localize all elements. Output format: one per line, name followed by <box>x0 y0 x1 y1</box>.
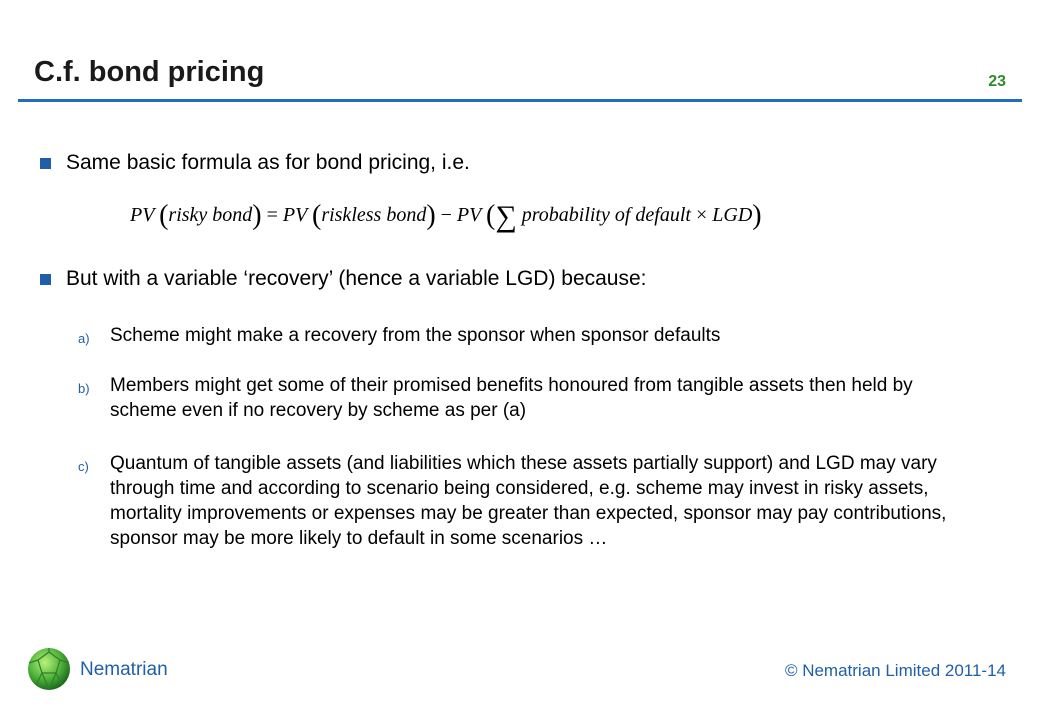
sub-item <box>78 373 978 423</box>
formula-equals: = <box>266 204 278 226</box>
sub-item-text: Quantum of tangible assets (and liabilities which these assets partially support) and LGD may vary through time and according to scenario being considered, e.g. scheme may invest in risky assets, mortality improvements or expenses may be greater than expected, sponsor may pay contributions, sponsor may be more likely to default in some scenarios … <box>110 453 947 549</box>
formula-rhs1-fn: PV <box>282 204 307 226</box>
sub-item-marker: b) <box>78 381 90 396</box>
square-bullet-icon <box>40 158 51 169</box>
formula-minus: − <box>440 204 452 226</box>
pricing-formula: PV (risky bond) = PV (riskless bond) − PV (∑ probability of default × LGD) <box>130 200 762 233</box>
slide-number: 23 <box>988 73 1006 90</box>
sub-item <box>78 323 978 351</box>
formula-lhs-fn: PV <box>130 204 155 226</box>
brand-name: Nematrian <box>80 659 168 680</box>
title-divider <box>18 99 1022 102</box>
bullet-text: Same basic formula as for bond pricing, i.e. <box>66 151 470 174</box>
bullet-text: But with a variable ‘recovery’ (hence a variable LGD) because: <box>66 267 647 290</box>
formula-sigma: ∑ <box>495 200 517 233</box>
formula-lgd: LGD <box>712 204 753 226</box>
formula-lhs-arg: risky bond <box>168 204 253 226</box>
square-bullet-icon <box>40 274 51 285</box>
formula-rhs1-arg: riskless bond <box>321 204 427 226</box>
sub-item-text: Scheme might make a recovery from the sponsor when sponsor defaults <box>110 325 721 346</box>
sub-item <box>78 451 978 551</box>
bullet-item <box>40 150 470 176</box>
formula-rhs2-fn: PV <box>456 204 481 226</box>
green-polyhedron-logo-icon <box>26 646 72 692</box>
formula-rhs2-arg: probability of default <box>521 204 691 226</box>
slide-title: C.f. bond pricing <box>34 56 265 88</box>
formula-times: × <box>695 204 708 226</box>
copyright-notice: © Nematrian Limited 2011-14 <box>784 661 1006 680</box>
sub-item-marker: c) <box>78 459 89 474</box>
sub-item-marker: a) <box>78 331 90 346</box>
bullet-item <box>40 266 647 292</box>
sub-item-text: Members might get some of their promised benefits honoured from tangible assets then held by scheme even if no recovery by scheme as per (a) <box>110 375 913 421</box>
